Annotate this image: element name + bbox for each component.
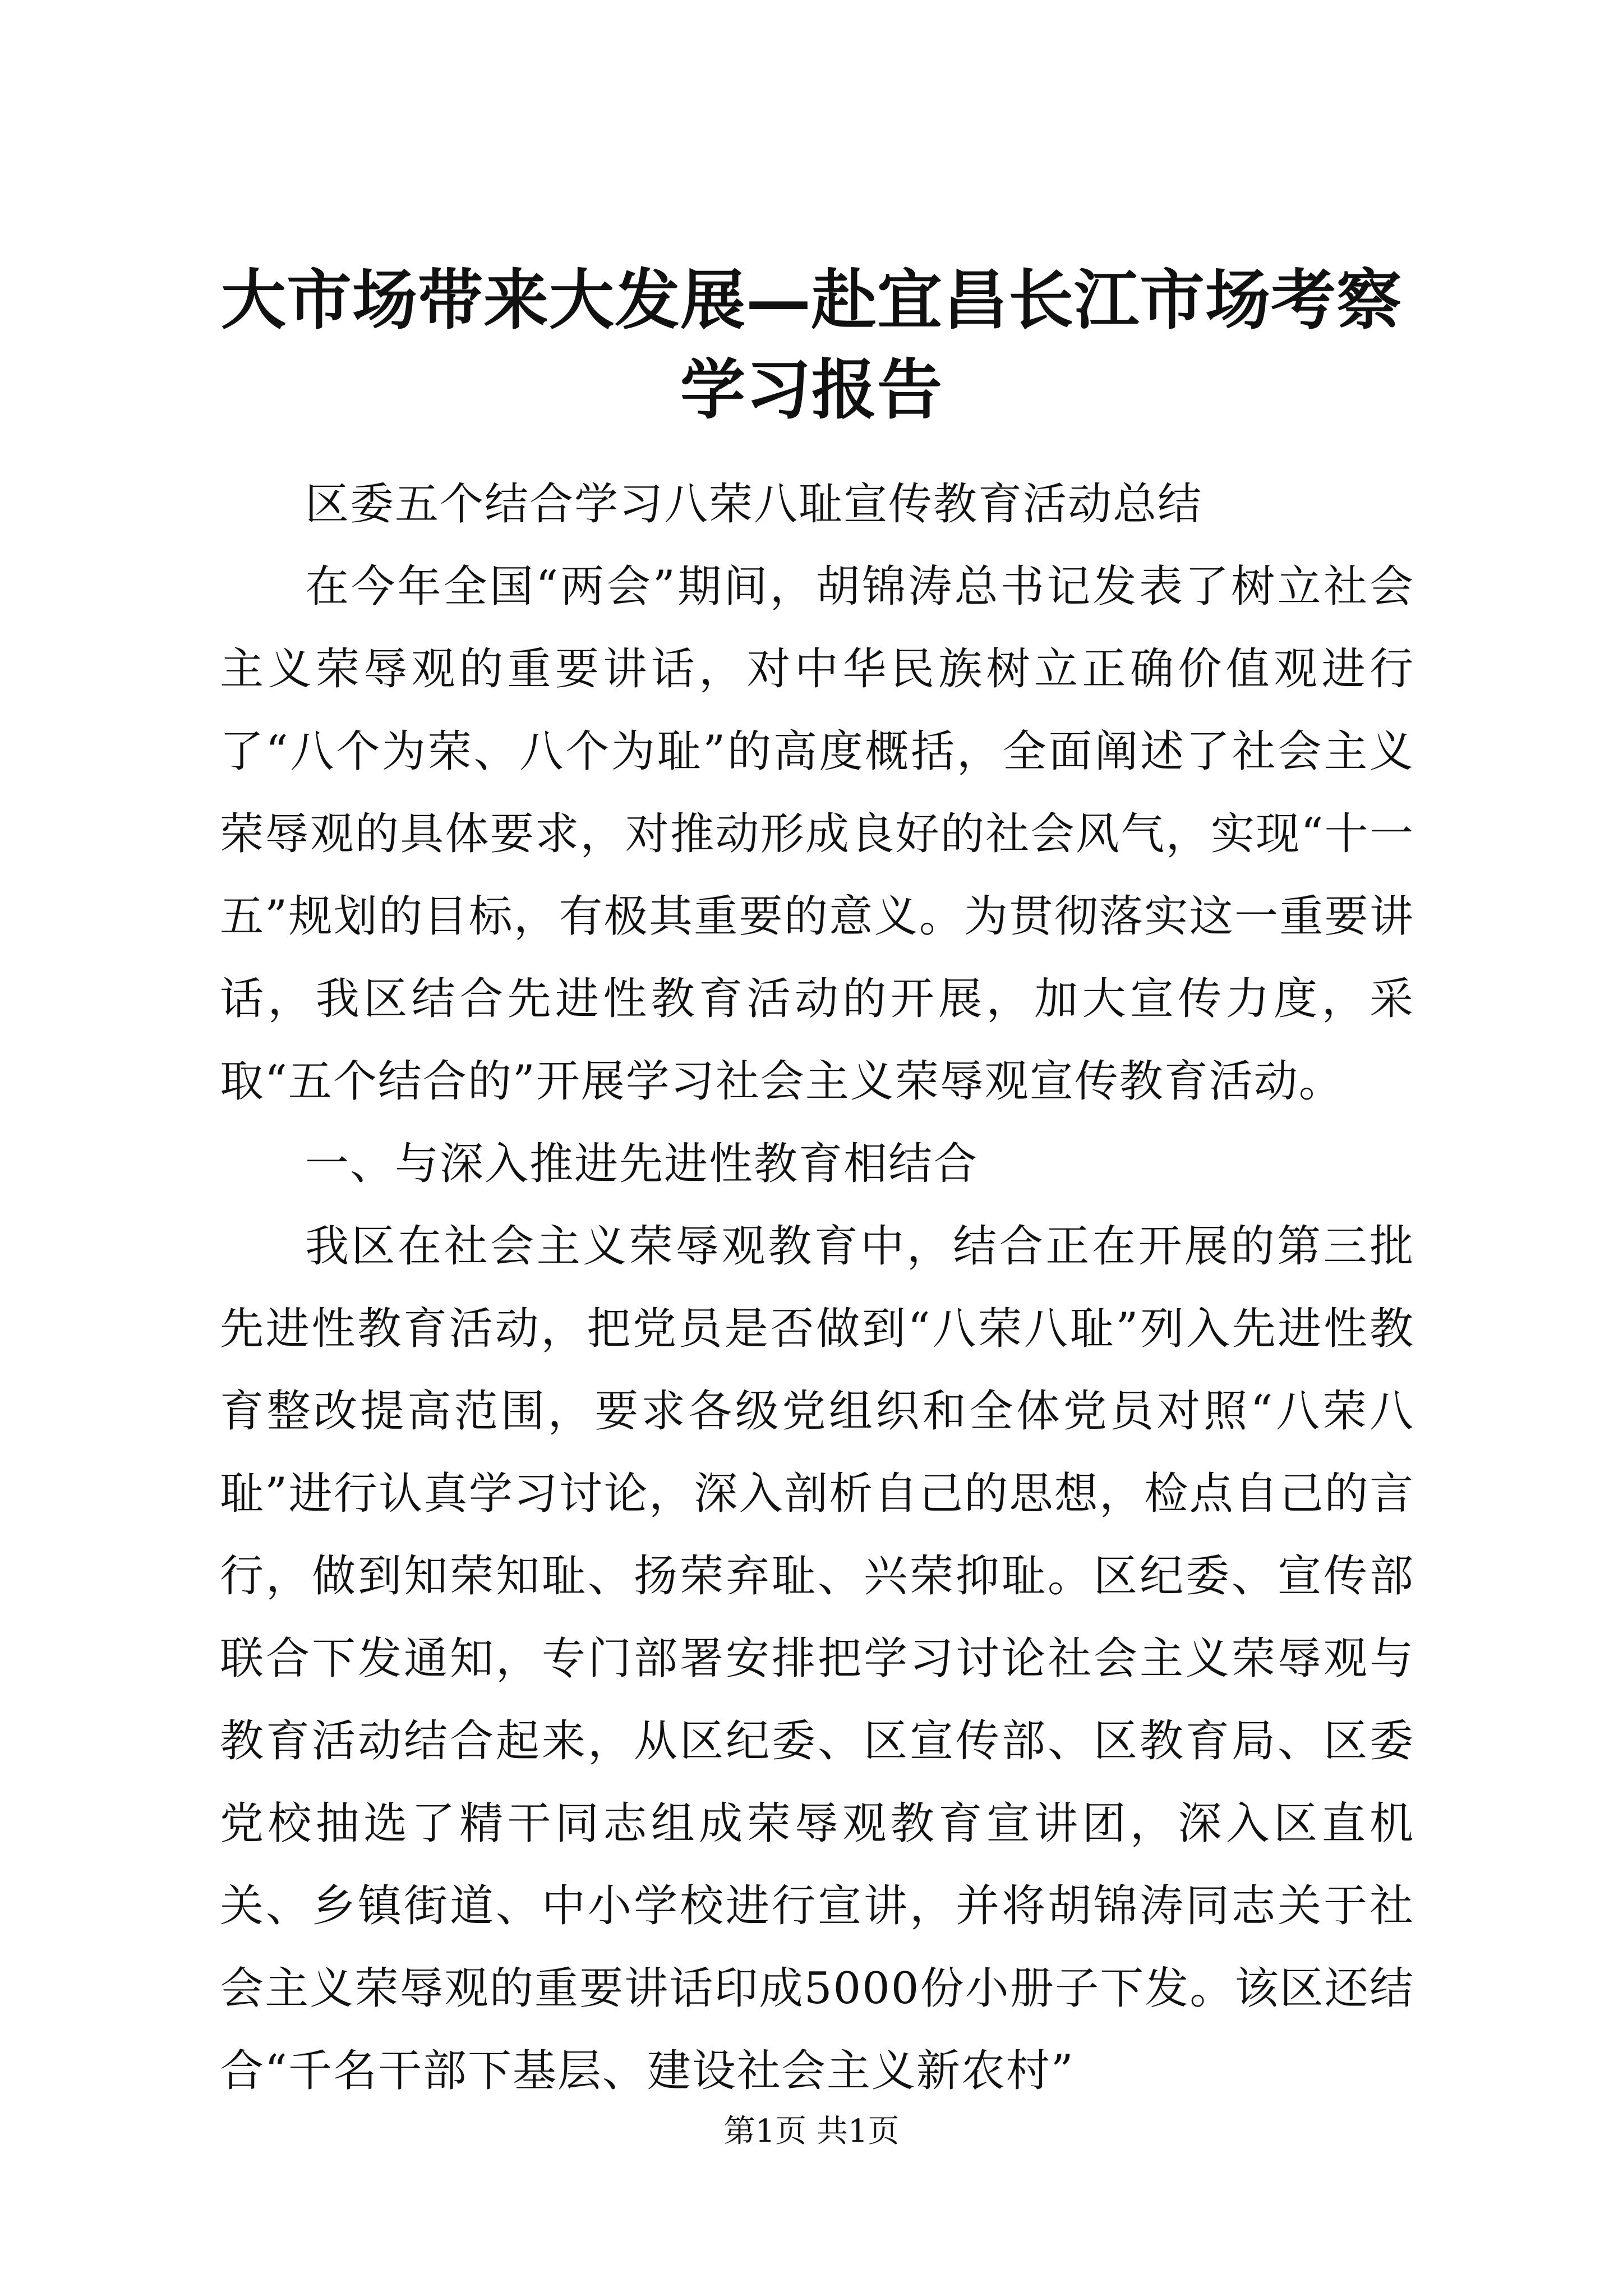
subtitle-paragraph: 区委五个结合学习八荣八耻宣传教育活动总结: [305, 479, 1203, 530]
section-heading: 一、与深入推进先进性教育相结合: [305, 1139, 979, 1189]
document-body: [220, 463, 1414, 2113]
section-paragraph: 我区在社会主义荣辱观教育中，结合正在开展的第三批先进性教育活动，把党员是否做到“八荣八耻”列入先进性教育整改提高范围，要求各级党组织和全体党员对照“八荣八耻”进行认真学习讨论，深入剖析自己的思想，检点自己的言行，做到知荣知耻、扬荣弃耻、兴荣抑耻。区纪委、宣传部联合下发通知，专门部署安排把学习讨论社会主义荣辱观与教育活动结合起来，从区纪委、区宣传部、区教育局、区委党校抽选了精干同志组成荣辱观教育宣讲团，深入区直机关、乡镇街道、中小学校进行宣讲，并将胡锦涛同志关于社会主义荣辱观的重要讲话印成5000份小册子下发。该区还结合“千名干部下基层、建设社会主义新农村”: [220, 1221, 1414, 2096]
document-title: 大市场带来大发展—赴宜昌长江市场考察学习报告: [221, 262, 1402, 428]
page-footer: 第1页 共1页: [723, 2113, 900, 2150]
intro-paragraph: 在今年全国“两会”期间，胡锦涛总书记发表了树立社会主义荣辱观的重要讲话，对中华民族树立正确价值观进行了“八个为荣、八个为耻”的高度概括，全面阐述了社会主义荣辱观的具体要求，对推动形成良好的社会风气，实现“十一五”规划的目标，有极其重要的意义。为贯彻落实这一重要讲话，我区结合先进性教育活动的开展，加大宣传力度，采取“五个结合的”开展学习社会主义荣辱观宣传教育活动。: [220, 562, 1414, 1107]
